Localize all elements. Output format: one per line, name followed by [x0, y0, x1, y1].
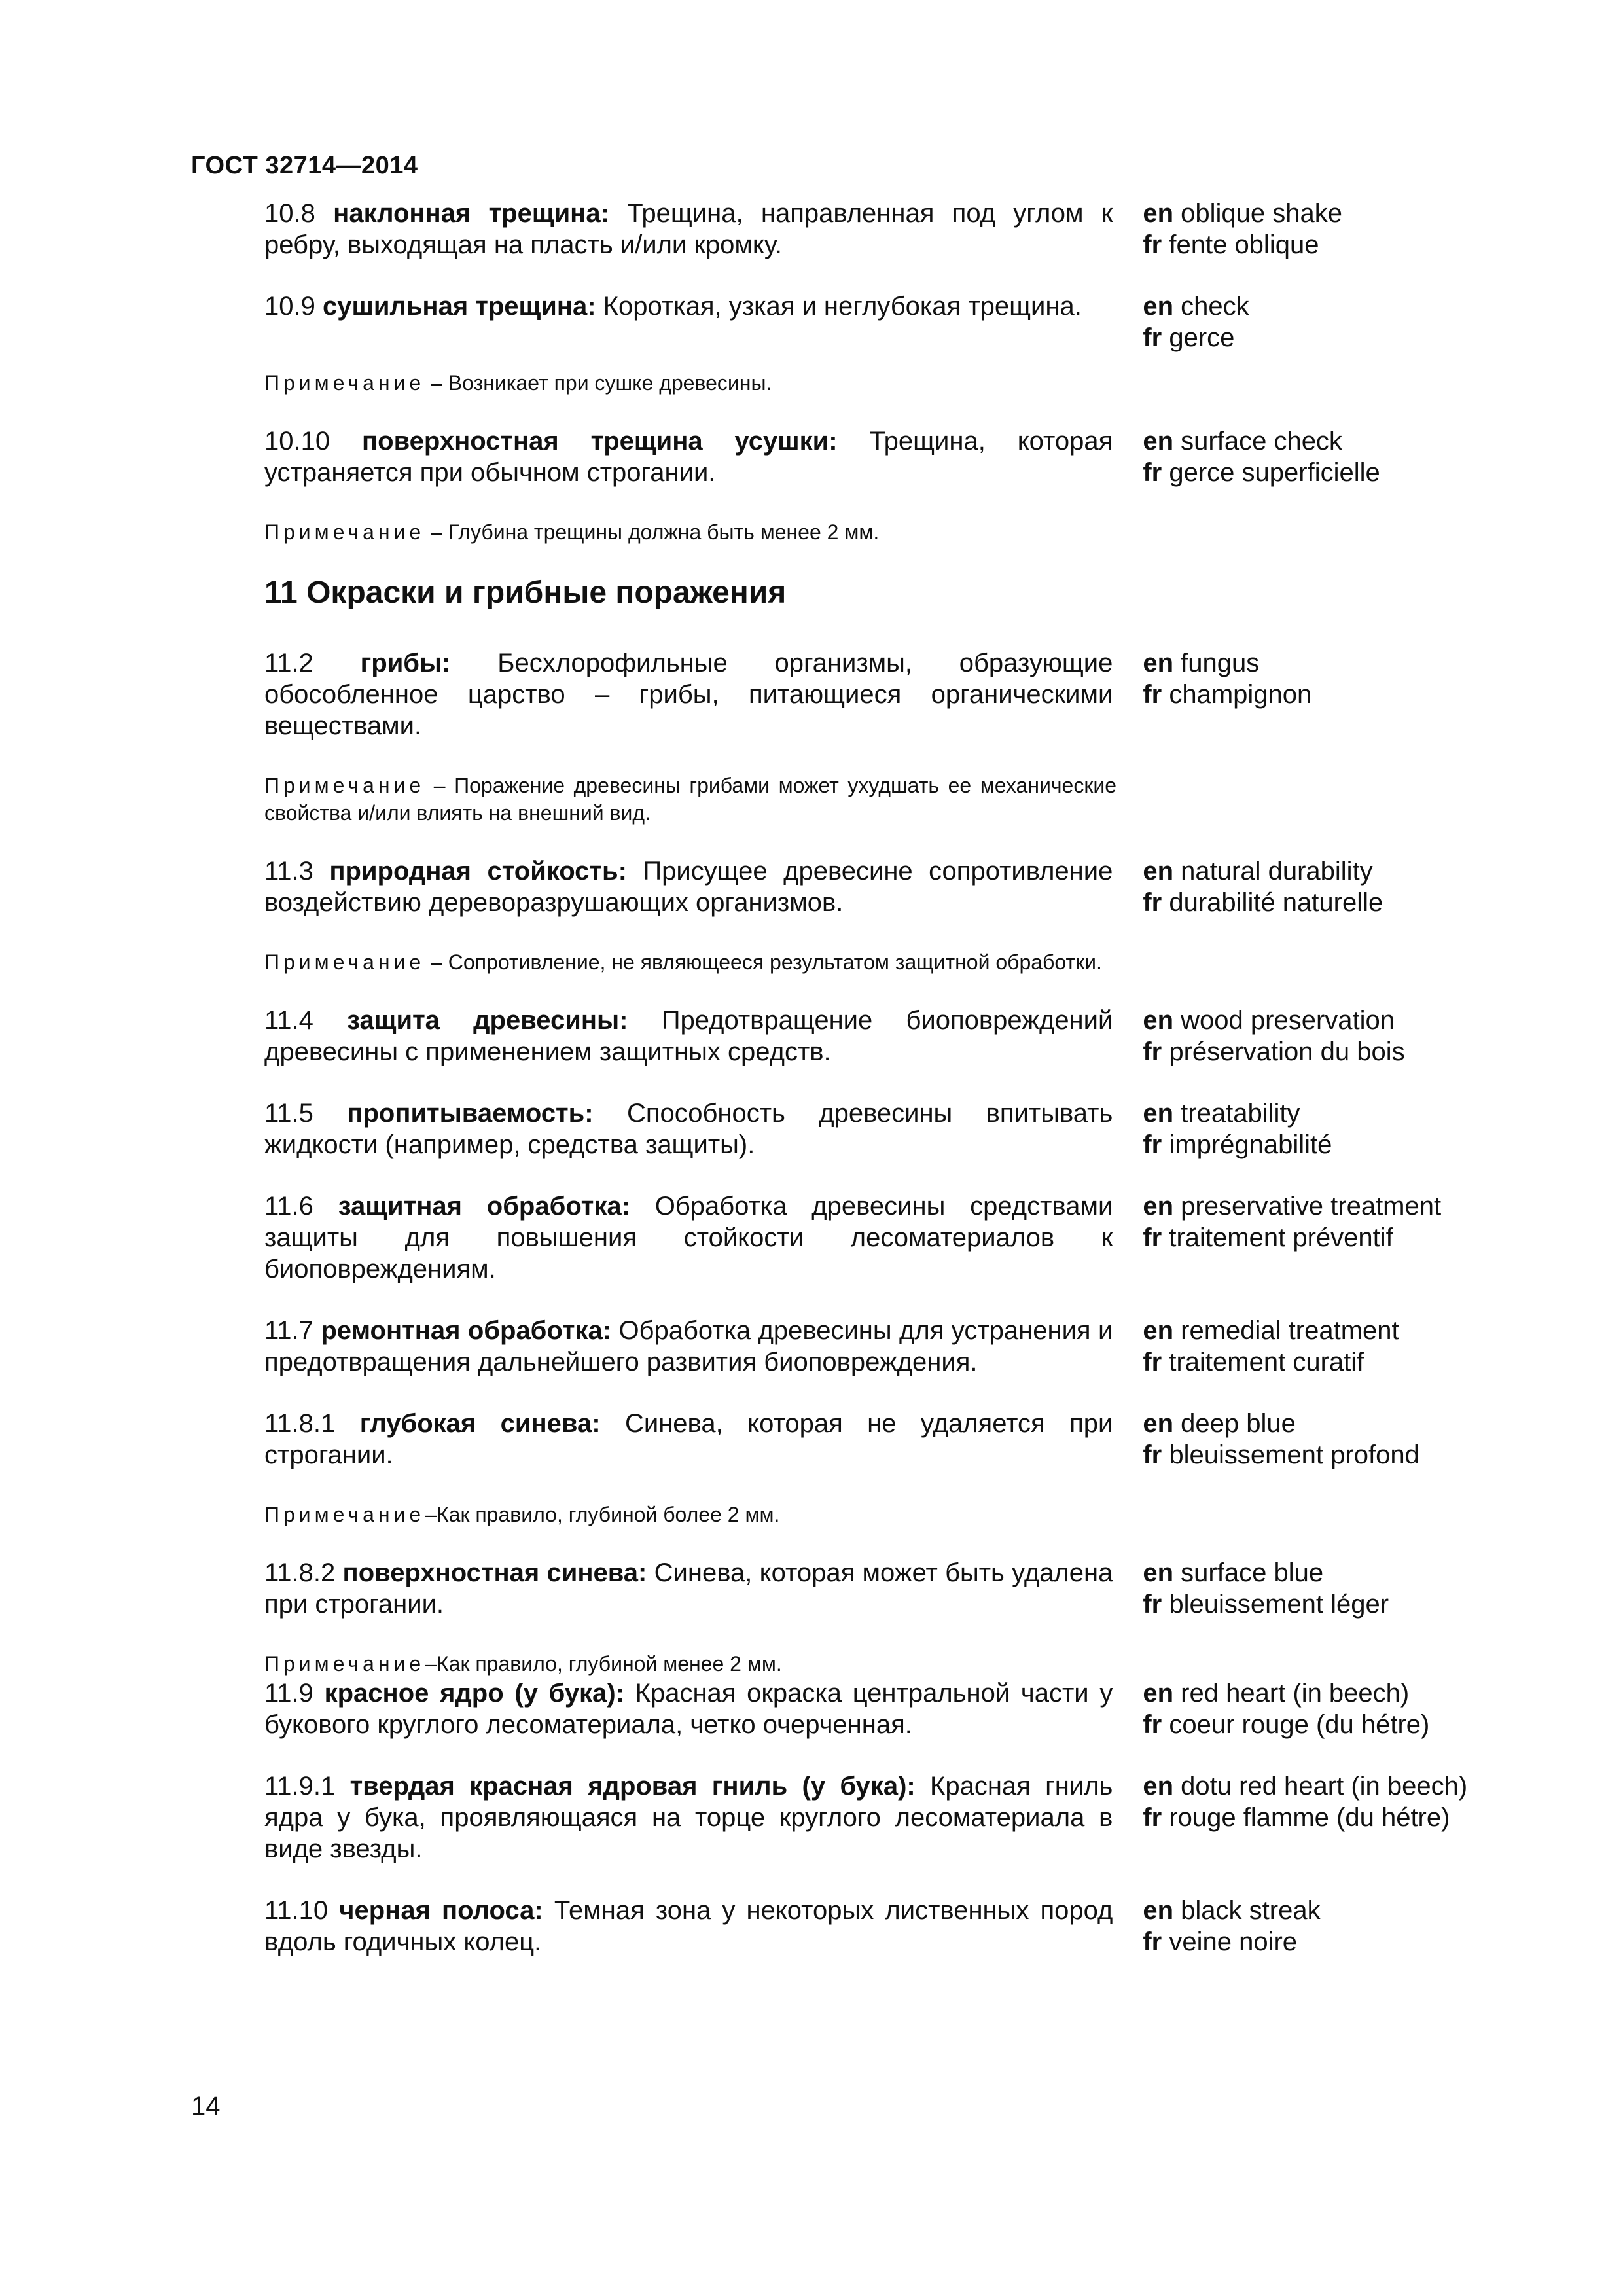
lang-code-fr: fr — [1143, 1223, 1162, 1252]
french-term: durabilité naturelle — [1169, 888, 1383, 917]
term-definition — [264, 1315, 1113, 1378]
lang-code-fr: fr — [1143, 1710, 1162, 1739]
term-name: поверхностная трещина усушки: — [362, 427, 838, 456]
lang-code-fr: fr — [1143, 230, 1162, 259]
english-term: remedial treatment — [1181, 1316, 1399, 1345]
english-equivalent — [1143, 1098, 1495, 1129]
term-name: твердая красная ядровая гниль (у бука): — [349, 1772, 916, 1801]
term-definition-text: Красная гниль ядра у бука, проявляющаяся на торце круглого лесоматериала в виде звезды. — [264, 1772, 1113, 1863]
french-term: champignon — [1169, 680, 1312, 709]
term-note — [264, 1501, 1116, 1528]
term-definition — [264, 1677, 1113, 1740]
english-equivalent — [1143, 1557, 1495, 1588]
note-text: Поражение древесины грибами может ухудшать ее механические свойства и/или влиять на внешний вид. — [264, 774, 1116, 825]
english-equivalent — [1143, 647, 1495, 679]
term-name: наклонная трещина: — [333, 199, 609, 228]
lang-code-fr: fr — [1143, 458, 1162, 487]
english-term: preservative treatment — [1181, 1192, 1442, 1221]
english-term: fungus — [1181, 649, 1260, 677]
french-term: imprégnabilité — [1169, 1130, 1332, 1159]
french-equivalent — [1143, 322, 1495, 353]
term-definition-text: Синева, которая может быть удалена при строгании. — [264, 1558, 1113, 1619]
term-entry-11-8-1 — [264, 1408, 1495, 1471]
english-equivalent — [1143, 291, 1495, 322]
term-equivalents — [1143, 1005, 1495, 1067]
term-definition — [264, 855, 1113, 918]
term-number: 10.10 — [264, 427, 330, 456]
french-equivalent — [1143, 229, 1495, 260]
term-definition-text: Синева, которая не удаляется при строгании. — [264, 1409, 1113, 1469]
term-name: глубокая синева: — [359, 1409, 601, 1438]
term-equivalents — [1143, 425, 1495, 488]
french-equivalent — [1143, 1588, 1495, 1620]
term-number: 11.6 — [264, 1192, 313, 1221]
term-note — [264, 1650, 1116, 1677]
english-term: red heart (in beech) — [1181, 1679, 1410, 1708]
english-equivalent — [1143, 1770, 1495, 1802]
term-entry-11-10 — [264, 1895, 1495, 1958]
term-definition-text: Трещина, которая устраняется при обычном строгании. — [264, 427, 1113, 487]
lang-code-en: en — [1143, 1409, 1174, 1438]
french-equivalent — [1143, 457, 1495, 488]
english-equivalent — [1143, 1408, 1495, 1439]
term-entry-11-9-1 — [264, 1770, 1495, 1865]
term-equivalents — [1143, 1098, 1495, 1160]
english-term: surface check — [1181, 427, 1342, 456]
term-entry-11-6 — [264, 1191, 1495, 1285]
term-number: 11.4 — [264, 1006, 313, 1035]
english-term: treatability — [1181, 1099, 1300, 1128]
term-number: 11.7 — [264, 1316, 313, 1345]
term-equivalents — [1143, 855, 1495, 918]
term-entry-11-5 — [264, 1098, 1495, 1160]
lang-code-en: en — [1143, 1192, 1174, 1221]
note-dash: – — [425, 950, 448, 974]
english-term: oblique shake — [1181, 199, 1343, 228]
lang-code-fr: fr — [1143, 1803, 1162, 1832]
english-term: deep blue — [1181, 1409, 1296, 1438]
lang-code-fr: fr — [1143, 1928, 1162, 1956]
french-term: bleuissement profond — [1169, 1441, 1419, 1469]
french-equivalent — [1143, 1926, 1495, 1958]
term-definition — [264, 1098, 1113, 1160]
term-number: 11.3 — [264, 857, 313, 886]
lang-code-fr: fr — [1143, 1441, 1162, 1469]
lang-code-fr: fr — [1143, 1130, 1162, 1159]
english-equivalent — [1143, 1315, 1495, 1346]
term-entry-10-10 — [264, 425, 1495, 488]
term-name: защита древесины: — [347, 1006, 628, 1035]
term-entry-10-9 — [264, 291, 1495, 353]
note-label: Примечание — [264, 371, 425, 395]
term-entry-10-8 — [264, 198, 1495, 260]
english-equivalent — [1143, 198, 1495, 229]
page-number: 14 — [191, 2092, 221, 2121]
french-equivalent — [1143, 1129, 1495, 1160]
term-equivalents — [1143, 291, 1495, 353]
term-equivalents — [1143, 1770, 1495, 1833]
term-name: сушильная трещина: — [322, 292, 596, 321]
lang-code-en: en — [1143, 1558, 1174, 1587]
lang-code-en: en — [1143, 1316, 1174, 1345]
lang-code-en: en — [1143, 1006, 1174, 1035]
lang-code-fr: fr — [1143, 888, 1162, 917]
french-term: traitement curatif — [1169, 1348, 1364, 1376]
french-equivalent — [1143, 1802, 1495, 1833]
term-definition — [264, 647, 1113, 742]
note-text: Сопротивление, не являющееся результатом защитной обработки. — [448, 950, 1102, 974]
term-number: 11.8.2 — [264, 1558, 336, 1587]
term-number: 11.2 — [264, 649, 313, 677]
term-number: 11.5 — [264, 1099, 313, 1128]
term-entry-11-8-2 — [264, 1557, 1495, 1620]
term-number: 11.9.1 — [264, 1772, 336, 1801]
term-entry-11-9 — [264, 1677, 1495, 1740]
lang-code-en: en — [1143, 1896, 1174, 1925]
french-term: fente oblique — [1169, 230, 1319, 259]
section-title: 11 Окраски и грибные поражения — [264, 575, 787, 610]
lang-code-en: en — [1143, 427, 1174, 456]
term-number: 11.9 — [264, 1679, 313, 1708]
english-term: dotu red heart (in beech) — [1181, 1772, 1468, 1801]
english-equivalent — [1143, 1677, 1495, 1709]
note-text: –Как правило, глубиной менее 2 мм. — [425, 1652, 782, 1676]
term-definition-text: Красная окраска центральной части у букового круглого лесоматериала, четко очерченная. — [264, 1679, 1113, 1739]
term-definition-text: Способность древесины впитывать жидкости (например, средства защиты). — [264, 1099, 1113, 1159]
term-note — [264, 772, 1116, 827]
term-definition-text: Короткая, узкая и неглубокая трещина. — [603, 292, 1082, 321]
french-term: rouge flamme (du hétre) — [1169, 1803, 1450, 1832]
term-definition — [264, 425, 1113, 488]
english-term: natural durability — [1181, 857, 1373, 886]
french-term: bleuissement léger — [1169, 1590, 1389, 1619]
lang-code-en: en — [1143, 1099, 1174, 1128]
term-entry-11-4 — [264, 1005, 1495, 1067]
term-definition-text: Обработка древесины средствами защиты для повышения стойкости лесоматериалов к биоповреждениям. — [264, 1192, 1113, 1283]
lang-code-en: en — [1143, 199, 1174, 228]
lang-code-en: en — [1143, 649, 1174, 677]
term-equivalents — [1143, 1315, 1495, 1378]
french-term: coeur rouge (du hétre) — [1169, 1710, 1430, 1739]
term-name: пропитываемость: — [347, 1099, 594, 1128]
term-definition — [264, 1557, 1113, 1620]
term-equivalents — [1143, 198, 1495, 260]
lang-code-en: en — [1143, 857, 1174, 886]
lang-code-fr: fr — [1143, 680, 1162, 709]
term-entry-11-7 — [264, 1315, 1495, 1378]
french-equivalent — [1143, 1222, 1495, 1253]
term-entry-11-2 — [264, 647, 1495, 742]
lang-code-en: en — [1143, 292, 1174, 321]
french-equivalent — [1143, 1439, 1495, 1471]
note-dash: – — [425, 371, 448, 395]
english-equivalent — [1143, 1895, 1495, 1926]
term-definition-text: Бесхлорофильные организмы, образующие обособленное царство – грибы, питающиеся органическими веществами. — [264, 649, 1113, 740]
english-equivalent — [1143, 1005, 1495, 1036]
term-equivalents — [1143, 647, 1495, 710]
term-definition — [264, 1895, 1113, 1958]
note-label: Примечание — [264, 774, 425, 797]
french-equivalent — [1143, 1036, 1495, 1067]
term-name: защитная обработка: — [338, 1192, 630, 1221]
note-dash: – — [425, 774, 455, 797]
french-term: gerce — [1169, 323, 1235, 352]
term-entry-11-3 — [264, 855, 1495, 918]
term-note — [264, 518, 1116, 546]
term-equivalents — [1143, 1895, 1495, 1958]
lang-code-en: en — [1143, 1772, 1174, 1801]
term-definition-text: Трещина, направленная под углом к ребру, выходящая на пласть и/или кромку. — [264, 199, 1113, 259]
terms-content — [264, 198, 1495, 1988]
french-term: gerce superficielle — [1169, 458, 1380, 487]
term-name: черная полоса: — [339, 1896, 543, 1925]
term-definition — [264, 198, 1113, 260]
english-term: check — [1181, 292, 1249, 321]
term-definition-text: Темная зона у некоторых лиственных пород вдоль годичных колец. — [264, 1896, 1113, 1956]
note-label: Примечание — [264, 1652, 425, 1676]
french-term: veine noire — [1169, 1928, 1298, 1956]
english-equivalent — [1143, 855, 1495, 887]
english-term: black streak — [1181, 1896, 1321, 1925]
lang-code-fr: fr — [1143, 1590, 1162, 1619]
term-equivalents — [1143, 1408, 1495, 1471]
english-equivalent — [1143, 1191, 1495, 1222]
term-name: природная стойкость: — [329, 857, 627, 886]
term-number: 10.9 — [264, 292, 315, 321]
term-number: 11.10 — [264, 1896, 329, 1925]
term-name: ремонтная обработка: — [321, 1316, 612, 1345]
term-equivalents — [1143, 1191, 1495, 1253]
lang-code-fr: fr — [1143, 1037, 1162, 1066]
french-equivalent — [1143, 1709, 1495, 1740]
term-definition — [264, 1408, 1113, 1471]
term-name: красное ядро (у бука): — [324, 1679, 624, 1708]
document-header: ГОСТ 32714—2014 — [191, 152, 418, 179]
french-term: traitement préventif — [1169, 1223, 1393, 1252]
note-text: –Как правило, глубиной более 2 мм. — [425, 1503, 780, 1526]
english-term: surface blue — [1181, 1558, 1324, 1587]
term-name: грибы: — [360, 649, 451, 677]
french-equivalent — [1143, 679, 1495, 710]
note-label: Примечание — [264, 520, 425, 544]
lang-code-fr: fr — [1143, 323, 1162, 352]
note-label: Примечание — [264, 1503, 425, 1526]
term-definition-text: Обработка древесины для устранения и предотвращения дальнейшего развития биоповреждения. — [264, 1316, 1113, 1376]
note-label: Примечание — [264, 950, 425, 974]
english-equivalent — [1143, 425, 1495, 457]
term-definition — [264, 1191, 1113, 1285]
french-equivalent — [1143, 887, 1495, 918]
french-term: préservation du bois — [1169, 1037, 1405, 1066]
term-definition — [264, 1770, 1113, 1865]
note-text: Возникает при сушке древесины. — [448, 371, 772, 395]
french-equivalent — [1143, 1346, 1495, 1378]
english-term: wood preservation — [1181, 1006, 1395, 1035]
term-definition-text: Присущее древесине сопротивление воздействию дереворазрушающих организмов. — [264, 857, 1113, 917]
term-note — [264, 948, 1116, 976]
term-note — [264, 369, 1116, 397]
term-number: 10.8 — [264, 199, 315, 228]
lang-code-fr: fr — [1143, 1348, 1162, 1376]
term-definition — [264, 1005, 1113, 1067]
note-dash: – — [425, 520, 448, 544]
term-name: поверхностная синева: — [342, 1558, 647, 1587]
term-equivalents — [1143, 1557, 1495, 1620]
term-definition — [264, 291, 1113, 322]
note-text: Глубина трещины должна быть менее 2 мм. — [448, 520, 880, 544]
term-definition-text: Предотвращение биоповреждений древесины с применением защитных средств. — [264, 1006, 1113, 1066]
term-equivalents — [1143, 1677, 1495, 1740]
lang-code-en: en — [1143, 1679, 1174, 1708]
term-number: 11.8.1 — [264, 1409, 336, 1438]
